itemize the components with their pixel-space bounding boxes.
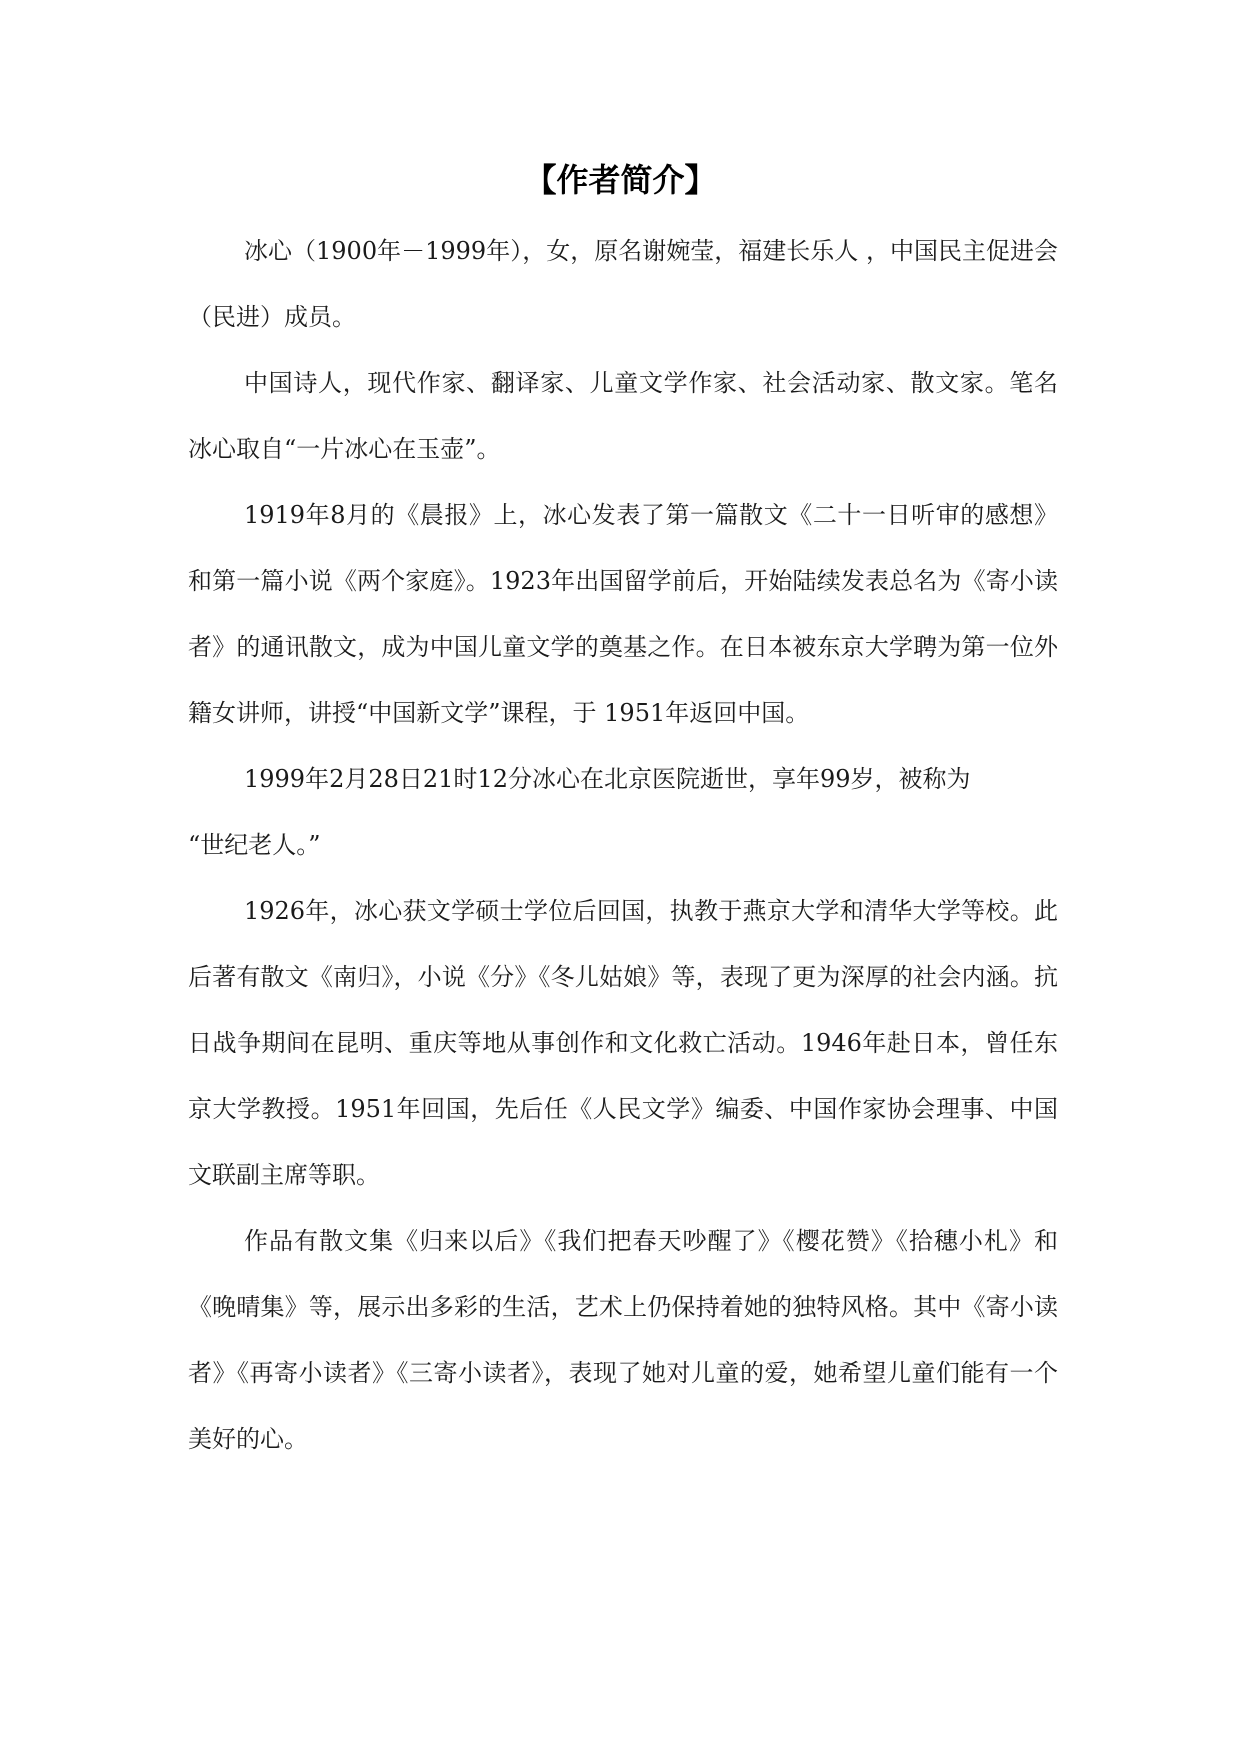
paragraph-career: 1926年，冰心获文学硕士学位后回国，执教于燕京大学和清华大学等校。此后著有散文《南归》，小说《分》《冬儿姑娘》等，表现了更为深厚的社会内涵。抗日战争期间在昆明、重庆等地从事创作和文化救亡活动。1946年赴日本，曾任东京大学教授。1951年回国，先后任《人民文学》编委、中国作家协会理事、中国文联副主席等职。 [188,897,1058,1189]
paragraph-intro: 冰心（1900年－1999年），女，原名谢婉莹，福建长乐人 ，中国民主促进会（民进）成员。 [188,237,1058,331]
paragraph-early-works: 1919年8月的《晨报》上，冰心发表了第一篇散文《二十一日听审的感想》和第一篇小说《两个家庭》。1923年出国留学前后，开始陆续发表总名为《寄小读者》的通讯散文，成为中国儿童文学的奠基之作。在日本被东京大学聘为第一位外籍女讲师，讲授“中国新文学”课程，于 1951年返回中国。 [188,501,1058,727]
paragraph-occupation: 中国诗人，现代作家、翻译家、儿童文学作家、社会活动家、散文家。笔名冰心取自“一片冰心在玉壶”。 [188,369,1058,463]
page-title: 【作者简介】 [524,161,717,199]
paragraph-works: 作品有散文集《归来以后》《我们把春天吵醒了》《樱花赞》《拾穗小札》和《晚晴集》等，展示出多彩的生活，艺术上仍保持着她的独特风格。其中《寄小读者》《再寄小读者》《三寄小读者》，表现了她对儿童的爱，她希望儿童们能有一个美好的心。 [188,1227,1058,1453]
paragraph-century-elder: “世纪老人。” [188,831,321,859]
document-body [188,218,1058,1472]
paragraph-death: 1999年2月28日21时12分冰心在北京医院逝世，享年99岁，被称为 [244,765,971,793]
